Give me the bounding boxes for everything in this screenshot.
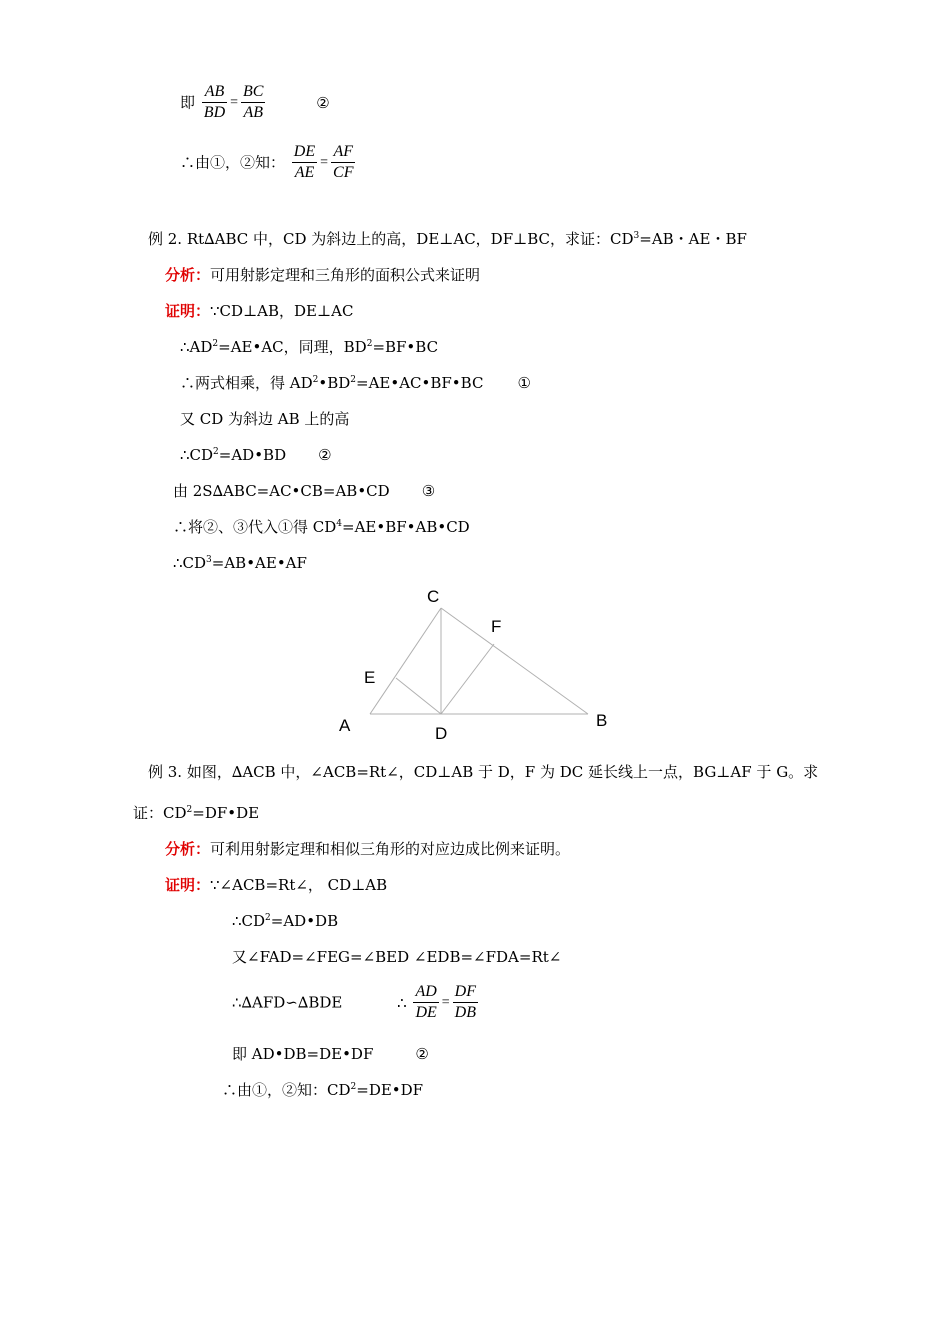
ex2-step-1: $\therefore AD^2=AE•AC$，同理，$BD^2=BF•BC$ <box>180 338 439 356</box>
fraction-af-cf: $\frac{AF}{CF}$ <box>333 143 354 181</box>
ex2-step-6: ∴将②、③代入①得 $CD^4=AE•BF•AB•CD$ <box>173 518 470 536</box>
top-line-1: 即 $\frac{AB}{BD}$ = $\frac{BC}{AB}$ ② <box>180 83 330 121</box>
segment-de <box>396 678 441 714</box>
proof-label: 证明： <box>165 302 211 320</box>
ex3-step-2: 又∠FAD=∠FEG=∠BED ∠EDB=∠FDA=Rt∠ <box>232 948 562 966</box>
label-a: A <box>339 716 351 735</box>
fraction-de-ae: $\frac{DE}{AE}$ <box>293 143 316 181</box>
segment-df <box>441 644 494 714</box>
top-line-2: ∴由①，②知： $\frac{DE}{AE}$ = $\frac{AF}{CF}$ <box>180 143 354 181</box>
ex3-step-4: 即 AD•DB=DE•DF ② <box>232 1045 429 1063</box>
fraction-ab-bd: $\frac{AB}{BD}$ <box>203 83 226 121</box>
prefix: 即 <box>180 93 196 112</box>
fraction-ad-de: $\frac{AD}{DE}$ <box>415 983 437 1021</box>
fraction-df-db: $\frac{DF}{DB}$ <box>454 983 476 1021</box>
ex2-step-2: ∴两式相乘，得 $AD^2•BD^2=AE•AC•BF•BC$ ① <box>180 374 531 392</box>
ex2-problem: 例 2. Rt∆ABC 中，CD 为斜边上的高，DE⊥AC，DF⊥BC，求证：$CD^3=AB$・AE・BF <box>148 230 747 248</box>
ex3-analysis: 分析：可利用射影定理和相似三角形的对应边成比例来证明。 <box>165 840 571 858</box>
ex2-step-3: 又 CD 为斜边 AB 上的高 <box>180 410 350 428</box>
proof-label: 证明： <box>165 876 211 894</box>
ex3-problem: 例 3. 如图，∆ACB 中，∠ACB=Rt∠，CD⊥AB 于 D，F 为 DC 延长线上一点，BG⊥AF 于 G。求 <box>148 763 819 781</box>
ex2-proof-start: 证明：∵CD⊥AB，DE⊥AC <box>165 302 354 320</box>
ex2-step-5: 由 2S∆ABC=AC•CB=AB•CD ③ <box>173 482 436 500</box>
equation-tag: ② <box>316 93 330 112</box>
ex2-step-4: $\therefore CD^2=AD•BD$ ② <box>180 446 332 464</box>
prefix: ∴由①，②知： <box>180 153 286 172</box>
analysis-label: 分析： <box>165 840 211 858</box>
label-d: D <box>435 724 448 743</box>
ex3-step-1: $\therefore CD^2=AD•DB$ <box>232 912 339 930</box>
label-c: C <box>427 587 440 606</box>
fraction-bc-ab: $\frac{BC}{AB}$ <box>243 83 264 121</box>
ex2-analysis: 分析：可用射影定理和三角形的面积公式来证明 <box>165 266 481 284</box>
label-e: E <box>364 668 376 687</box>
ex3-problem-cont: 证：$CD^2=DF•DE$ <box>133 804 260 822</box>
ex3-step-5: ∴由①，②知：$CD^2=DE•DF$ <box>222 1081 424 1099</box>
segment-ac <box>370 608 441 714</box>
segment-cb <box>441 608 588 714</box>
ex3-proof-start: 证明：∵∠ACB=Rt∠， CD⊥AB <box>165 876 388 894</box>
ex2-step-7: $\therefore CD^3=AB•AE•AF$ <box>173 554 307 572</box>
ex3-step-3: ∴∆AFD∽∆BDE ∴ $\frac{AD}{DE}$ = $\frac{DF}{DB}$ <box>232 983 476 1021</box>
label-b: B <box>596 711 608 730</box>
label-f: F <box>491 617 502 636</box>
analysis-label: 分析： <box>165 266 211 284</box>
triangle-figure <box>330 580 630 750</box>
